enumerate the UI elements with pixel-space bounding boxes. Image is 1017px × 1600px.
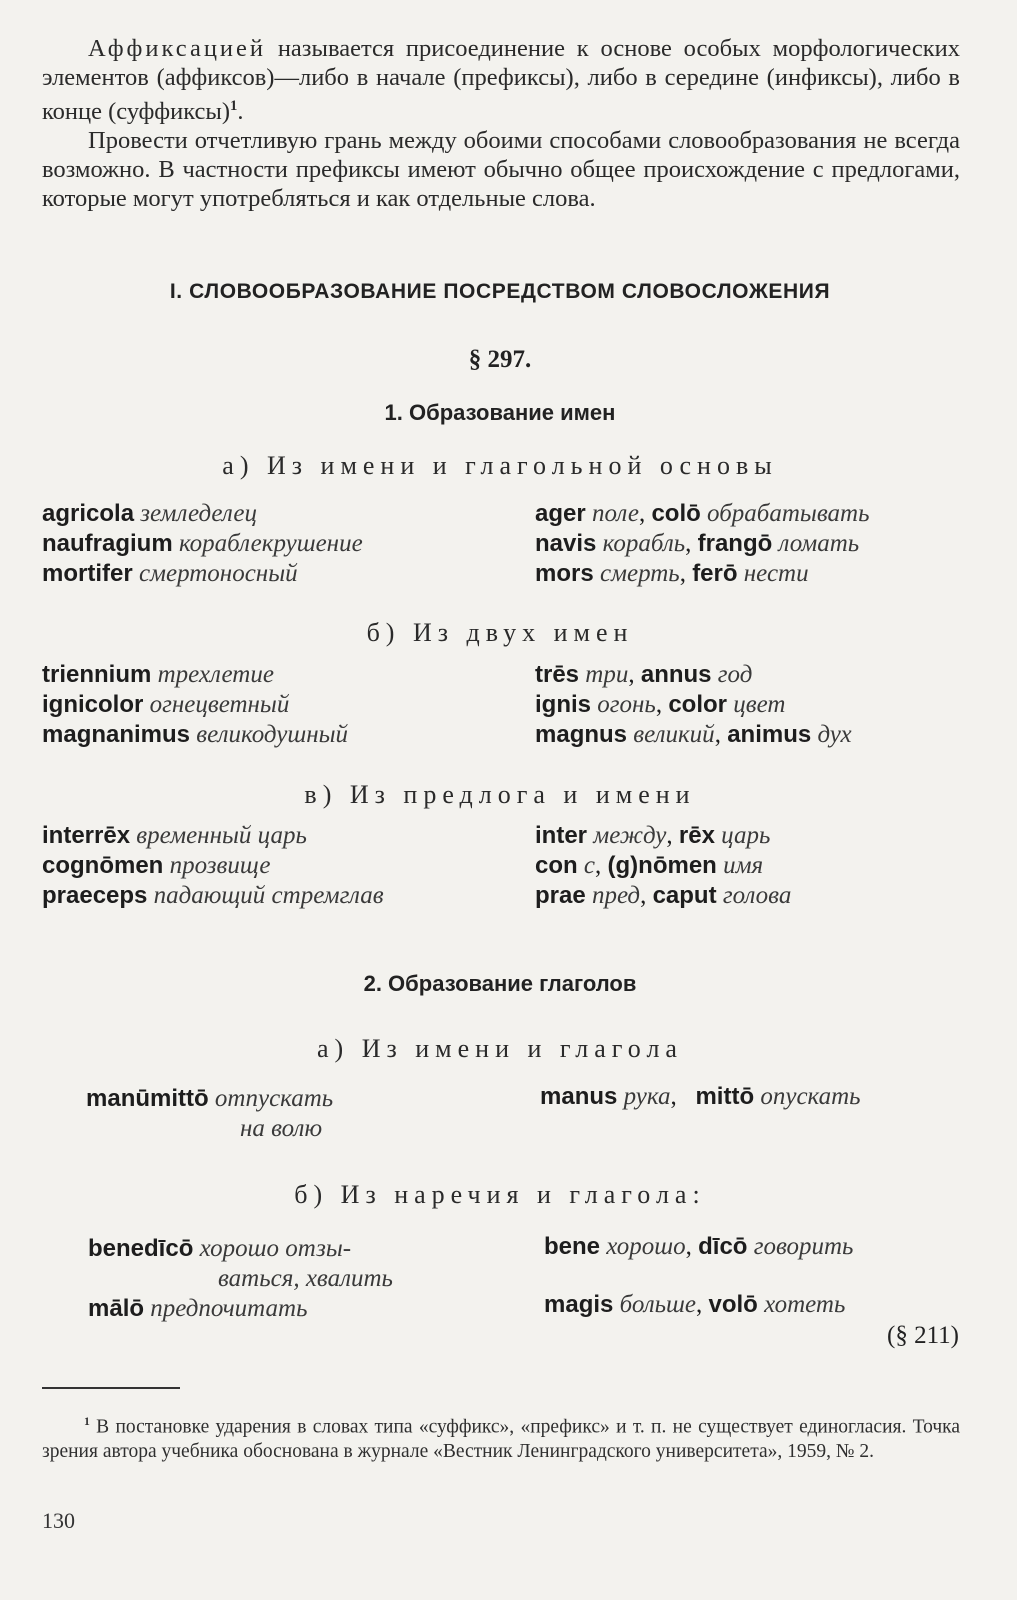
group-title-noun-verbstem: а) Из имени и глагольной основы — [222, 451, 778, 480]
example-source: navis корабль, frangō ломать — [535, 530, 860, 557]
group-title-adverb-verb: б) Из наречия и глагола: — [294, 1180, 706, 1209]
example-source: prae пред, caput голова — [535, 882, 792, 909]
example-source: magis больше, volō хотеть — [544, 1291, 846, 1318]
intro-paragraph-1-end: . — [237, 98, 244, 126]
example-source: con с, (g)nōmen имя — [535, 852, 764, 879]
example-source: manus рука, mittō опускать — [540, 1083, 861, 1110]
example-word: benedīcō хорошо отзы- — [88, 1235, 352, 1262]
example-word: interrēx временный царь — [42, 822, 307, 849]
example-word: praeceps падающий стремглав — [42, 882, 384, 909]
example-word: mālō предпочитать — [88, 1295, 308, 1322]
footnote — [42, 1410, 960, 1464]
example-source: magnus великий, animus дух — [535, 721, 852, 748]
intro-paragraph-1 — [42, 34, 960, 126]
footnote-rule — [42, 1387, 180, 1389]
section-title: I. СЛОВООБРАЗОВАНИЕ ПОСРЕДСТВОМ СЛОВОСЛОЖЕНИЯ — [169, 280, 831, 303]
example-source: inter между, rēx царь — [535, 822, 771, 849]
subsection-title-verbs: 2. Образование глаголов — [363, 971, 637, 996]
cross-reference: (§ 211) — [887, 1322, 959, 1349]
example-source: trēs три, annus год — [535, 661, 753, 688]
example-source: bene хорошо, dīcō говорить — [544, 1233, 854, 1260]
example-word: naufragium кораблекрушение — [42, 530, 363, 557]
page-number: 130 — [42, 1508, 75, 1533]
paragraph-number: § 297. — [468, 346, 532, 373]
example-word: manūmittō отпускать — [86, 1085, 334, 1112]
example-word: ignicolor огнецветный — [42, 691, 290, 718]
example-word: mortifer смертоносный — [42, 560, 298, 587]
term-affixation: Аффиксацией — [88, 35, 267, 62]
example-translation-cont: на волю — [240, 1115, 323, 1142]
example-source: ignis огонь, color цвет — [535, 691, 786, 718]
footnote-number: 1 — [84, 1415, 90, 1428]
example-source: mors смерть, ferō нести — [535, 560, 809, 587]
subsection-title-nouns: 1. Образование имен — [384, 400, 616, 425]
example-translation-cont: ваться, хвалить — [218, 1265, 393, 1292]
footnote-marker: 1 — [230, 98, 238, 114]
group-title-noun-verb: а) Из имени и глагола — [317, 1034, 683, 1063]
intro-paragraph-1-text: называется присоединение к основе особых морфологических элементов (аффиксов)—либо в начале (префиксы), либо в середине (инфиксы), либо в конце (суффиксы) — [42, 35, 960, 126]
group-title-two-nouns: б) Из двух имен — [366, 618, 634, 647]
intro-paragraph-2: Провести отчетливую грань между обоими способами словообразования не всегда возможно. В частности префиксы имеют обычно общее происхождение с предлогами, которые могут употребляться и как отдельные слова. — [42, 127, 960, 213]
example-source: ager поле, colō обрабатывать — [535, 500, 870, 527]
example-word: triennium трехлетие — [42, 661, 274, 688]
intro-text — [42, 34, 960, 213]
group-title-prep-noun: в) Из предлога и имени — [304, 780, 696, 809]
example-word: magnanimus великодушный — [42, 721, 349, 748]
example-word: cognōmen прозвище — [42, 852, 271, 879]
footnote-text: В постановке ударения в словах типа «суффикс», «префикс» и т. п. не существует единогласия. Точка зрения автора учебника обоснована в журнале «Вестник Ленинградского университета», 1959, № 2. — [42, 1416, 960, 1462]
example-word: agricola земледелец — [42, 500, 258, 527]
